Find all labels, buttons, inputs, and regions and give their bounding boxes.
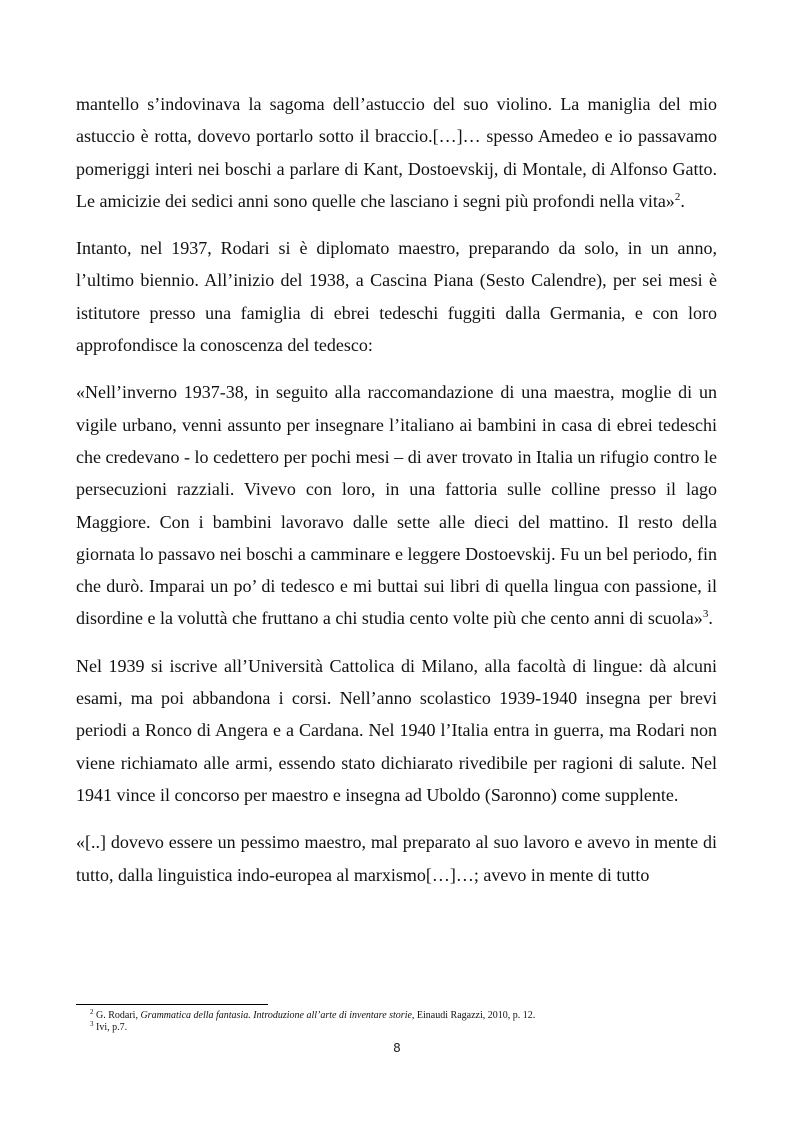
footnote-3: $^3$ Ivi, p.7. — [90, 1020, 128, 1033]
footnote-separator — [76, 1004, 268, 1005]
footnote-ref-2[interactable]: 2 — [674, 190, 681, 203]
paragraph-quote-1-end: mantello s’indovinava la sagoma dell’astuccio del suo violino. La maniglia del mio astuccio è rotta, dovevo portarlo sotto il braccio.[…]… spesso Amedeo e io passavamo pomeriggi interi nei boschi a parlare di Kant, Dostoevskij, di Montale, di Alfonso Gatto. Le amicizie dei sedici anni sono quelle che lasciano i segni più profondi nella vita»$^2$. — [76, 94, 717, 211]
footnotes — [76, 1004, 717, 1034]
footnote-ref-3[interactable]: 3 — [702, 608, 709, 621]
paragraph-1937-diploma: Intanto, nel 1937, Rodari si è diplomato maestro, preparando da solo, in un anno, l’ultimo biennio. All’inizio del 1938, a Cascina Piana (Sesto Calendre), per sei mesi è istitutore presso una famiglia di ebrei tedeschi fuggiti dalla Germania, e con loro approfondisce la conoscenza del tedesco: — [76, 238, 717, 356]
footnote-2-title: Grammatica della fantasia. Introduzione all’arte di inventare storie — [140, 1010, 412, 1021]
paragraph-quote-inverno: «Nell’inverno 1937-38, in seguito alla raccomandazione di una maestra, moglie di un vigile urbano, venni assunto per insegnare l’italiano ai bambini in casa di ebrei tedeschi che credevano - lo cedettero per pochi mesi – di aver trovato in Italia un rifugio contro le persecuzioni razziali. Vivevo con loro, in una fattoria sulle colline presso il lago Maggiore. Con i bambini lavoravo dalle sette alle dieci del mattino. Il resto della giornata lo passavo nei boschi a camminare e leggere Dostoevskij. Fu un bel periodo, fin che durò. Imparai un po’ di tedesco e mi buttai sui libri di quella lingua con passione, il disordine e la voluttà che fruttano a chi studia cento volte più che cento anni di scuola»$^3$. — [76, 382, 717, 629]
paragraph-quote-maestro: «[..] dovevo essere un pessimo maestro, mal preparato al suo lavoro e avevo in mente di tutto, dalla linguistica indo-europea al marxismo[…]…; avevo in mente di tutto — [76, 832, 717, 885]
paragraph-1939-university: Nel 1939 si iscrive all’Università Cattolica di Milano, alla facoltà di lingue: dà alcuni esami, ma poi abbandona i corsi. Nell’anno scolastico 1939-1940 insegna per brevi periodi a Ronco di Angera e a Cardana. Nel 1940 l’Italia entra in guerra, ma Rodari non viene richiamato alle armi, essendo stato dichiarato rivedibile per ragioni di salute. Nel 1941 vince il concorso per maestro e insegna ad Uboldo (Saronno) come supplente. — [76, 655, 717, 805]
page-number: 8 — [393, 1041, 401, 1055]
body-text — [76, 88, 717, 891]
footnote-2: $^2$ G. Rodari, Grammatica della fantasia. Introduzione all’arte di inventare storie, Einaudi Ragazzi, 2010, p. 12. — [90, 1008, 536, 1021]
